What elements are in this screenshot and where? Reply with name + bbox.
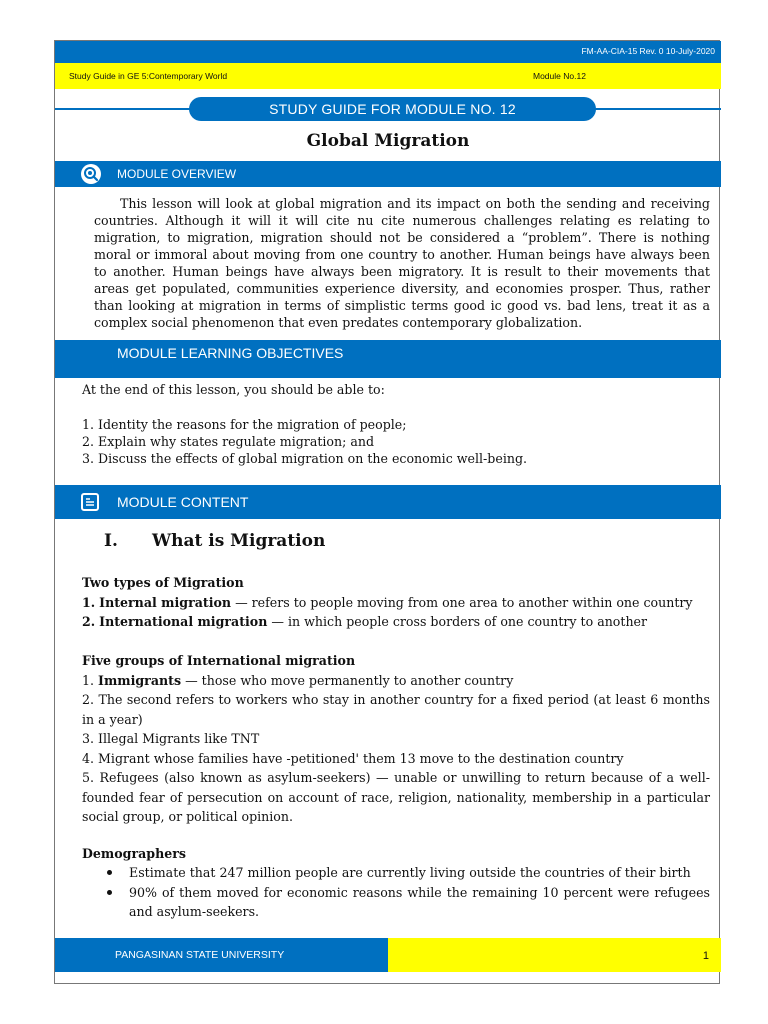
- study-guide-banner: STUDY GUIDE FOR MODULE NO. 12: [189, 97, 596, 121]
- groups-heading: Five groups of International migration: [82, 653, 356, 668]
- group-item: 1. Immigrants — those who move permanently to another country: [82, 672, 514, 688]
- group-item: 5. Refugees (also known as asylum-seekers) — unable or unwilling to return because of a well-founded fear of persecution on account of race, religion, nationality, membership in a particular social group, or political opinion.: [82, 770, 710, 824]
- list-item: 90% of them moved for economic reasons while the remaining 10 percent were refugees and asylum-seekers.: [103, 883, 710, 922]
- section-number: I.: [104, 531, 118, 551]
- group-item: 4. Migrant whose families have -petitioned' them 13 move to the destination country: [82, 750, 624, 766]
- section-heading: [104, 531, 325, 551]
- header-bar: [55, 41, 721, 63]
- module-label: Module No.12: [533, 71, 586, 81]
- group-item: 3. Illegal Migrants like TNT: [82, 731, 260, 746]
- learning-objectives-band: [55, 340, 721, 378]
- page-number: 1: [702, 950, 709, 962]
- types-heading: Two types of Migration: [82, 575, 244, 590]
- course-label: Study Guide in GE 5:Contemporary World: [69, 71, 228, 81]
- footer-page-bar: [388, 938, 721, 972]
- module-overview-heading: MODULE OVERVIEW: [117, 167, 237, 181]
- learning-objectives-heading: MODULE LEARNING OBJECTIVES: [117, 345, 344, 361]
- demographers-heading-block: [82, 844, 710, 864]
- module-content-heading: MODULE CONTENT: [117, 494, 249, 510]
- objective-item: 3. Discuss the effects of global migration on the economic well-being.: [82, 451, 528, 466]
- module-overview-band: [55, 161, 721, 187]
- bullet-icon: [107, 870, 112, 875]
- objective-item: 1. Identity the reasons for the migration of people;: [82, 417, 407, 432]
- section-title: What is Migration: [152, 531, 326, 551]
- page-title: Global Migration: [306, 131, 470, 151]
- objectives-intro: At the end of this lesson, you should be able to:: [82, 382, 385, 397]
- magnifier-icon: [81, 164, 101, 184]
- type-item: 1. Internal migration — refers to people moving from one area to another within one country: [82, 594, 693, 610]
- module-content-band: [55, 485, 721, 519]
- migration-types: [82, 573, 710, 632]
- university-name: PANGASINAN STATE UNIVERSITY: [115, 949, 285, 961]
- demographers-list: [103, 863, 710, 922]
- group-item: 2. The second refers to workers who stay in another country for a fixed period (at least 6 months in a year): [82, 692, 710, 727]
- header-course-bar: [55, 63, 721, 89]
- type-item: 2. International migration — in which people cross borders of one country to another: [82, 614, 648, 629]
- objective-item: 2. Explain why states regulate migration; and: [82, 434, 375, 449]
- footer-university-bar: [55, 938, 388, 972]
- form-code: FM-AA-CIA-15 Rev. 0 10-July-2020: [581, 46, 715, 56]
- overview-paragraph: This lesson will look at global migration and its impact on both the sending and receiving countries. Although it will it will cite nu cite numerous challenges relating es relating to migration, to migration, migration should not be considered a “problem”. There is nothing moral or immoral about moving from one country to another. Human beings have always been to another. Human beings have always been migratory. It is result to their movements that areas get populated, communities experience diversity, and economies prosper. Thus, rather than looking at migration in terms of simplistic terms good ic good vs. bad lens, treat it as a complex social phenomenon that even predates contemporary globalization.: [94, 196, 710, 330]
- international-groups: [82, 651, 710, 827]
- demographers-heading: Demographers: [82, 846, 186, 861]
- bullet-icon: [107, 890, 112, 895]
- study-guide-page: [54, 40, 720, 984]
- list-item: Estimate that 247 million people are currently living outside the countries of their birth: [103, 863, 710, 883]
- document-icon: [81, 493, 99, 511]
